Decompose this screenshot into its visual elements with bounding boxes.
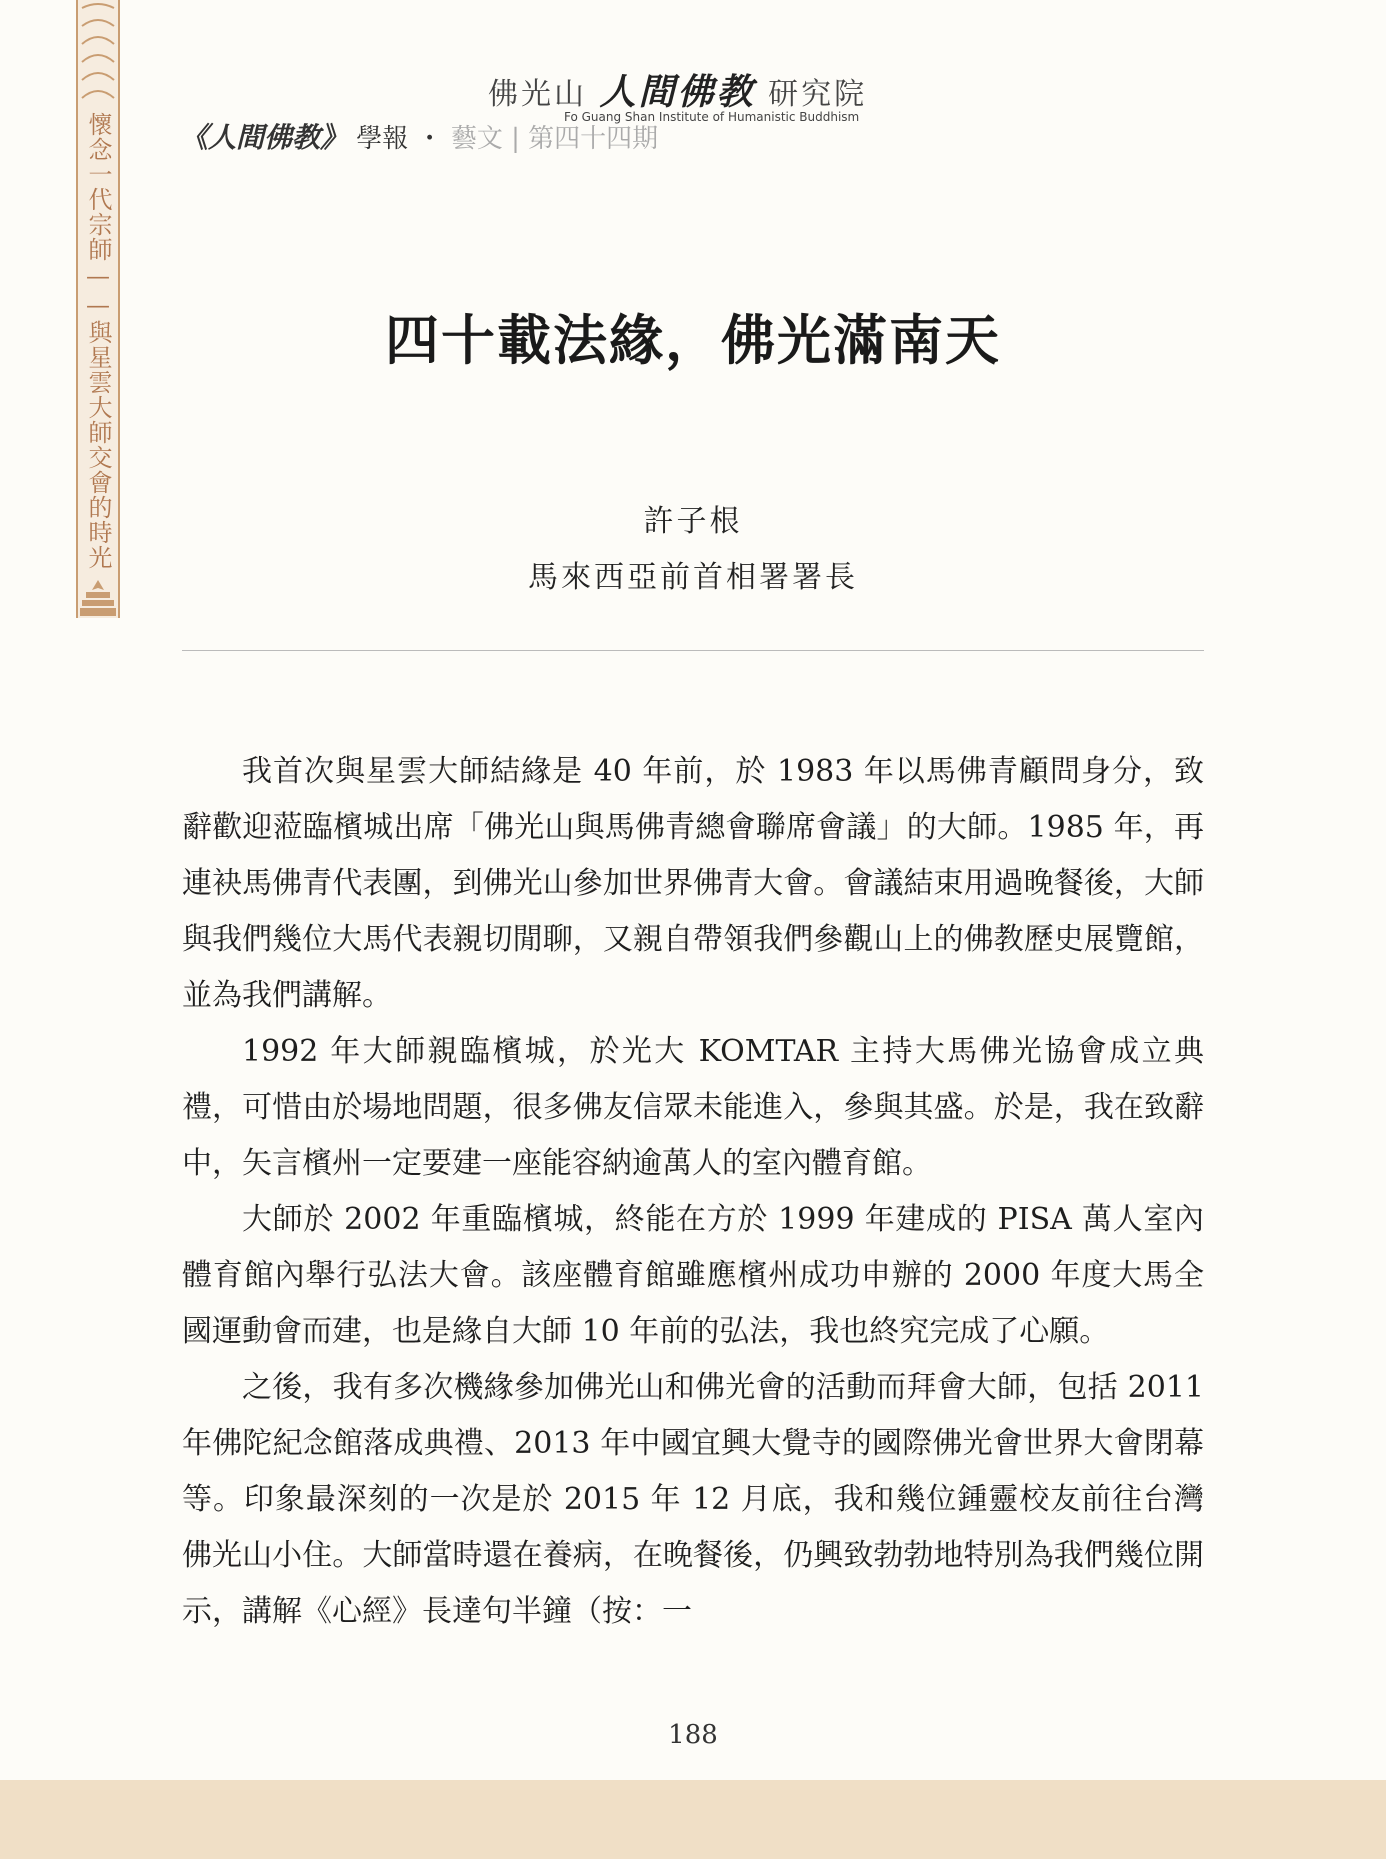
journal-dot: ・: [416, 124, 443, 154]
article-body: [182, 744, 1204, 1640]
journal-section: 藝文: [450, 124, 503, 154]
paragraph: 我首次與星雲大師結緣是 40 年前，於 1983 年以馬佛青顧問身分，致辭歡迎蒞臨檳城出席「佛光山與馬佛青總會聯席會議」的大師。1985 年，再連袂馬佛青代表團，到佛光山參加世界佛青大會。會議結束用過晚餐後，大師與我們幾位大馬代表親切閒聊，又親自帶領我們參觀山上的佛教歷史展覽館，並為我們講解。: [182, 754, 1204, 1013]
institute-prefix: 佛光山: [488, 77, 587, 112]
journal-separator: |: [511, 124, 520, 154]
institute-main: 人間佛教: [599, 71, 756, 113]
wave-ornament-icon: [78, 0, 118, 112]
title-divider: [182, 650, 1204, 651]
journal-issue: 第四十四期: [528, 124, 659, 154]
author-role: 馬來西亞前首相署署長: [528, 560, 858, 595]
author-name: 許子根: [643, 504, 743, 539]
article-title: 四十載法緣，佛光滿南天: [385, 308, 1001, 372]
paragraph: 大師於 2002 年重臨檳城，終能在方於 1999 年建成的 PISA 萬人室內體育館內舉行弘法大會。該座體育館雖應檳州成功申辦的 2000 年度大馬全國運動會而建，也是緣自大師 10 年前的弘法，我也終究完成了心願。: [182, 1202, 1204, 1349]
journal-header: [180, 116, 658, 156]
page-number: 188: [668, 1720, 718, 1750]
journal-name: 《人間佛教》: [180, 121, 349, 154]
paragraph: 之後，我有多次機緣參加佛光山和佛光會的活動而拜會大師，包括 2011 年佛陀紀念館落成典禮、2013 年中國宜興大覺寺的國際佛光會世界大會閉幕等。印象最深刻的一次是於 2015 年 12 月底，我和幾位鍾靈校友前往台灣佛光山小住。大師當時還在養病，在晚餐後，仍興致勃勃地特別為我們幾位開示，講解《心經》長達句半鐘（按：一: [182, 1370, 1204, 1629]
institute-suffix: 研究院: [768, 77, 868, 112]
institute-english-name: Fo Guang Shan Institute of Humanistic Buddhism: [564, 110, 860, 124]
paragraph: 1992 年大師親臨檳城，於光大 KOMTAR 主持大馬佛光協會成立典禮，可惜由於場地問題，很多佛友信眾未能進入，參與其盛。於是，我在致辭中，矢言檳州一定要建一座能容納逾萬人的室內體育館。: [182, 1034, 1204, 1181]
journal-label: 學報: [356, 124, 409, 154]
side-tab-label: 懷念一代宗師——與星雲大師交會的時光: [84, 112, 112, 570]
footer-band: [0, 1780, 1386, 1859]
